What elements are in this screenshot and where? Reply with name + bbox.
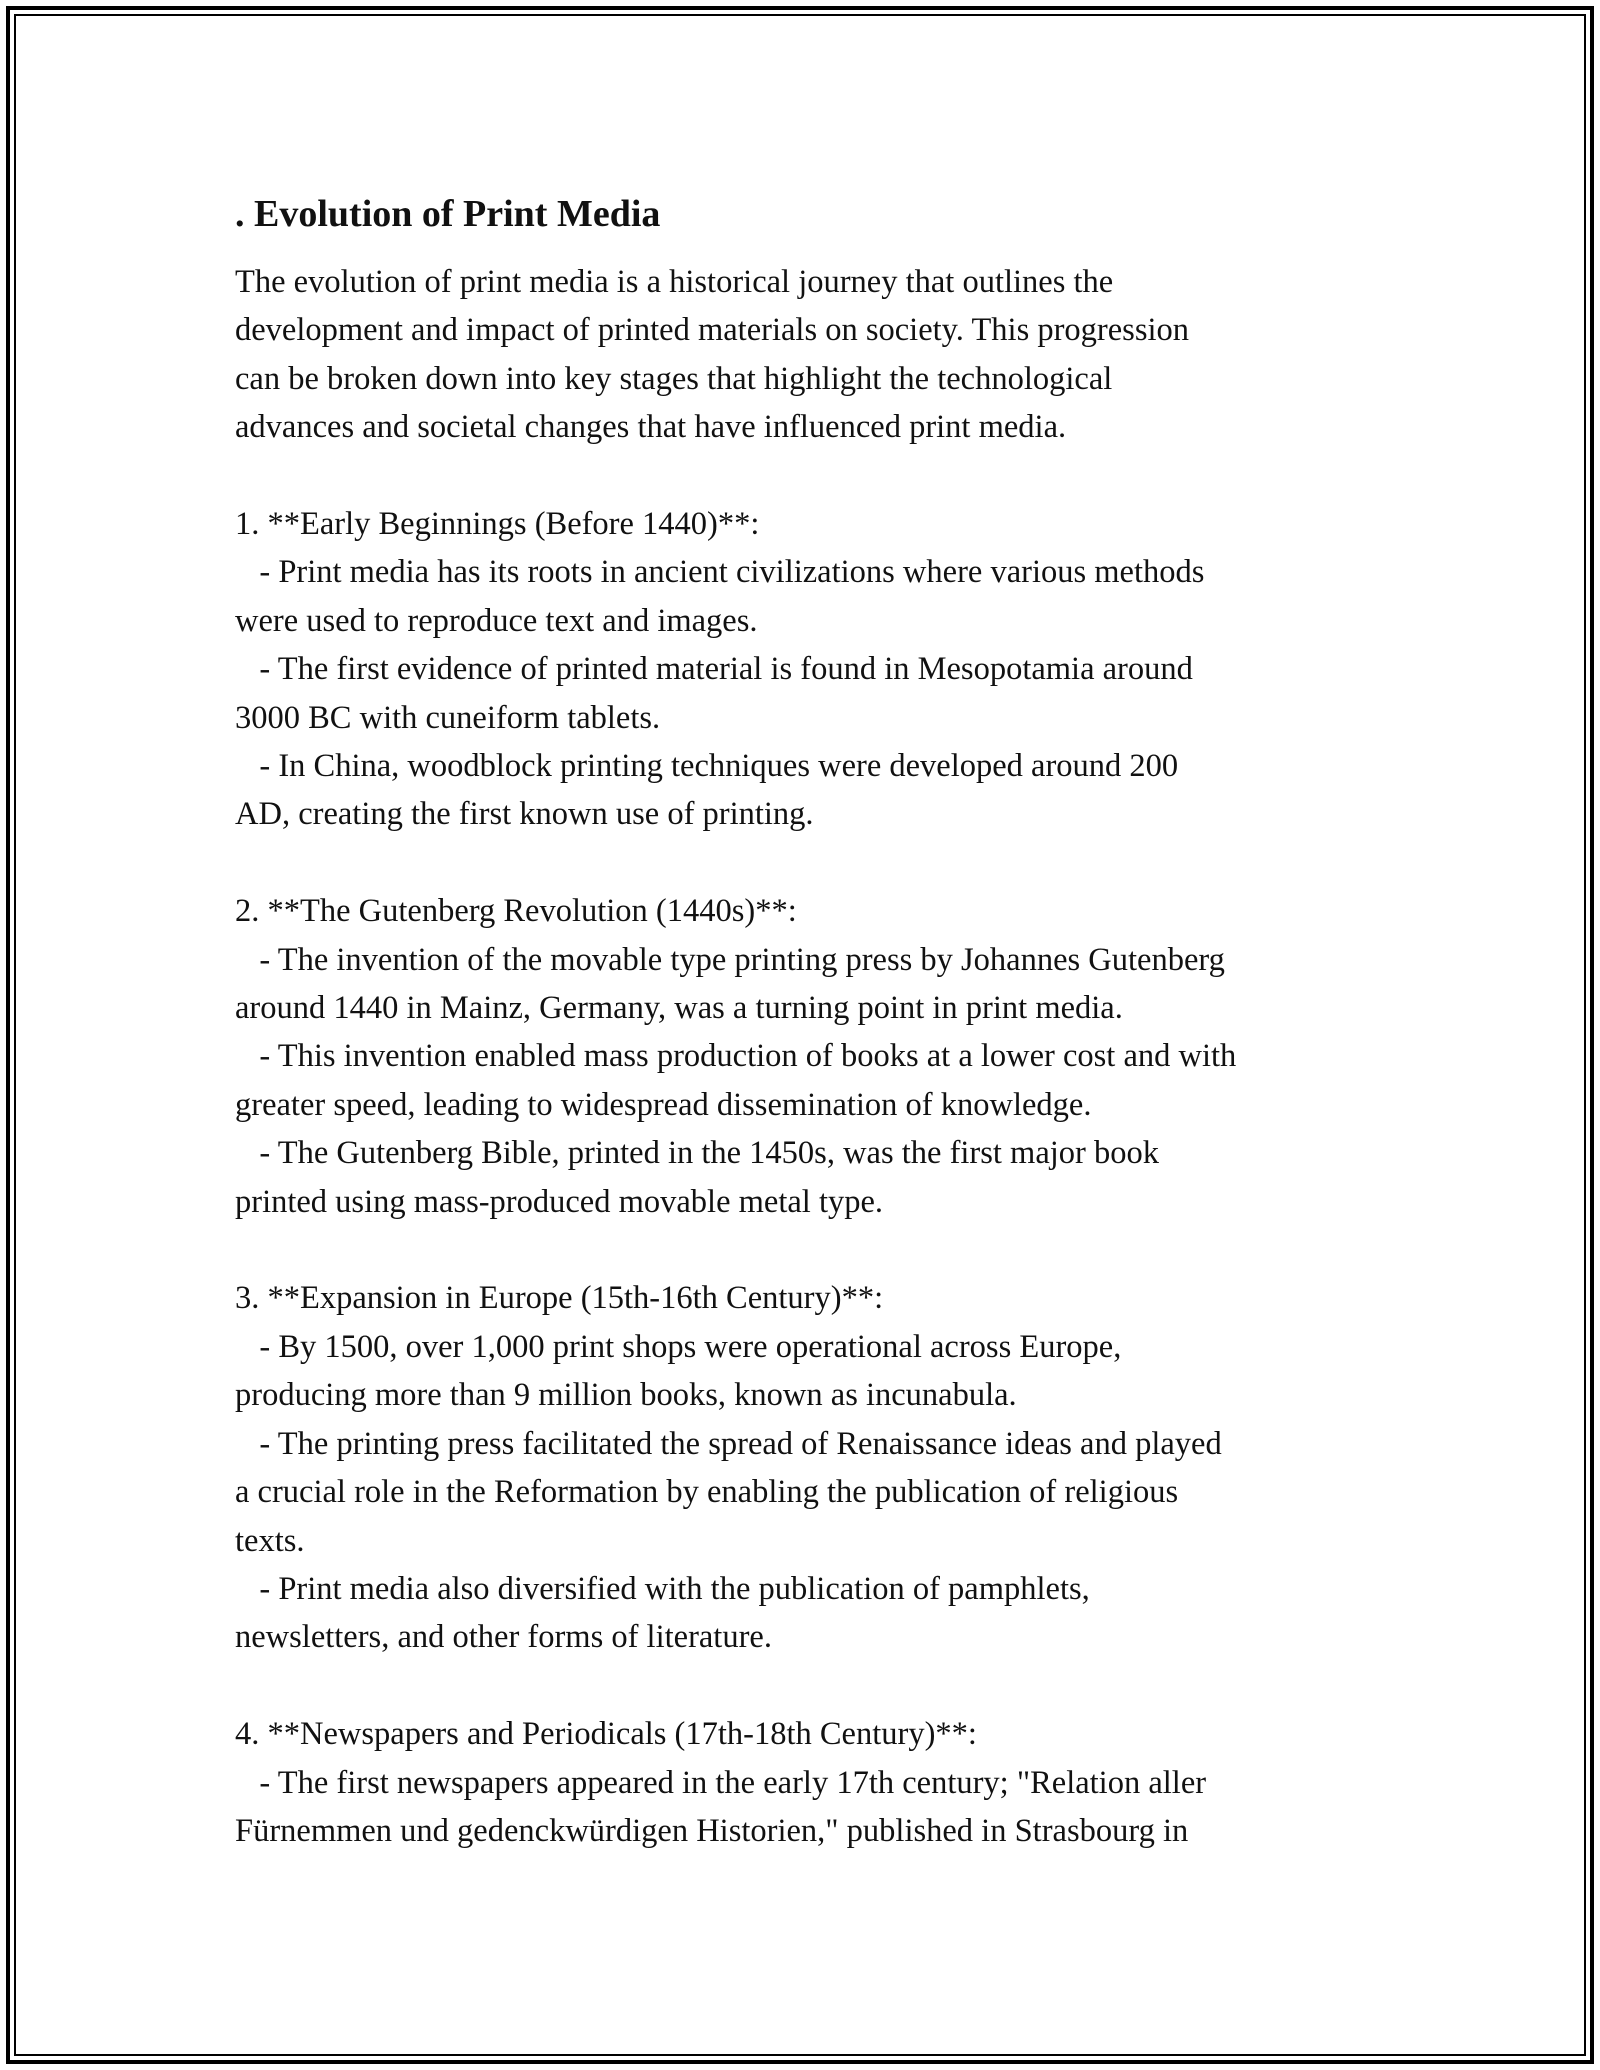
body-line: a crucial role in the Reformation by enabling the publication of religious [235, 1474, 1179, 1511]
body-line: AD, creating the first known use of printing. [235, 796, 814, 833]
body-line: advances and societal changes that have influenced print media. [235, 409, 1067, 446]
body-line: - By 1500, over 1,000 print shops were operational across Europe, [235, 1328, 1122, 1365]
blank-line [235, 452, 1385, 500]
body-line: - The printing press facilitated the spread of Renaissance ideas and played [235, 1425, 1222, 1462]
section-heading: 4. **Newspapers and Periodicals (17th-18th Century)**: [235, 1716, 977, 1753]
body-line: greater speed, leading to widespread dissemination of knowledge. [235, 1086, 1092, 1123]
body-line: - The Gutenberg Bible, printed in the 1450s, was the first major book [235, 1135, 1159, 1172]
blank-line [235, 1226, 1385, 1274]
section-heading: 2. **The Gutenberg Revolution (1440s)**: [235, 893, 797, 930]
body-line: texts. [235, 1522, 305, 1559]
body-line: The evolution of print media is a historical journey that outlines the [235, 264, 1114, 300]
body-line: Fürnemmen und gedenckwürdigen Historien," published in Strasbourg in [235, 1812, 1189, 1849]
body-line: - The invention of the movable type printing press by Johannes Gutenberg [235, 941, 1225, 978]
body-line: 3000 BC with cuneiform tablets. [235, 699, 661, 736]
section-heading: 1. **Early Beginnings (Before 1440)**: [235, 506, 760, 543]
document-title: . Evolution of Print Media [235, 193, 661, 235]
body-line: can be broken down into key stages that highlight the technological [235, 360, 1113, 397]
body-line: producing more than 9 million books, known as incunabula. [235, 1377, 1017, 1414]
body-line: development and impact of printed materials on society. This progression [235, 312, 1190, 349]
body-line: newsletters, and other forms of literature. [235, 1619, 772, 1656]
body-line: - This invention enabled mass production of books at a lower cost and with [235, 1038, 1237, 1075]
blank-line [235, 1662, 1385, 1710]
body-line: - Print media has its roots in ancient civilizations where various methods [235, 554, 1205, 591]
document-content [235, 186, 1385, 1855]
body-line: - Print media also diversified with the publication of pamphlets, [235, 1570, 1090, 1607]
body-line: - In China, woodblock printing techniques were developed around 200 [235, 748, 1179, 785]
body-line: - The first evidence of printed material is found in Mesopotamia around [235, 651, 1193, 688]
document-body [235, 258, 1385, 1855]
section-heading: 3. **Expansion in Europe (15th-16th Century)**: [235, 1280, 884, 1317]
body-line: printed using mass-produced movable metal type. [235, 1183, 884, 1220]
blank-line [235, 839, 1385, 887]
body-line: were used to reproduce text and images. [235, 602, 758, 639]
body-line: - The first newspapers appeared in the early 17th century; "Relation aller [235, 1764, 1207, 1801]
body-line: around 1440 in Mainz, Germany, was a turning point in print media. [235, 990, 1123, 1027]
